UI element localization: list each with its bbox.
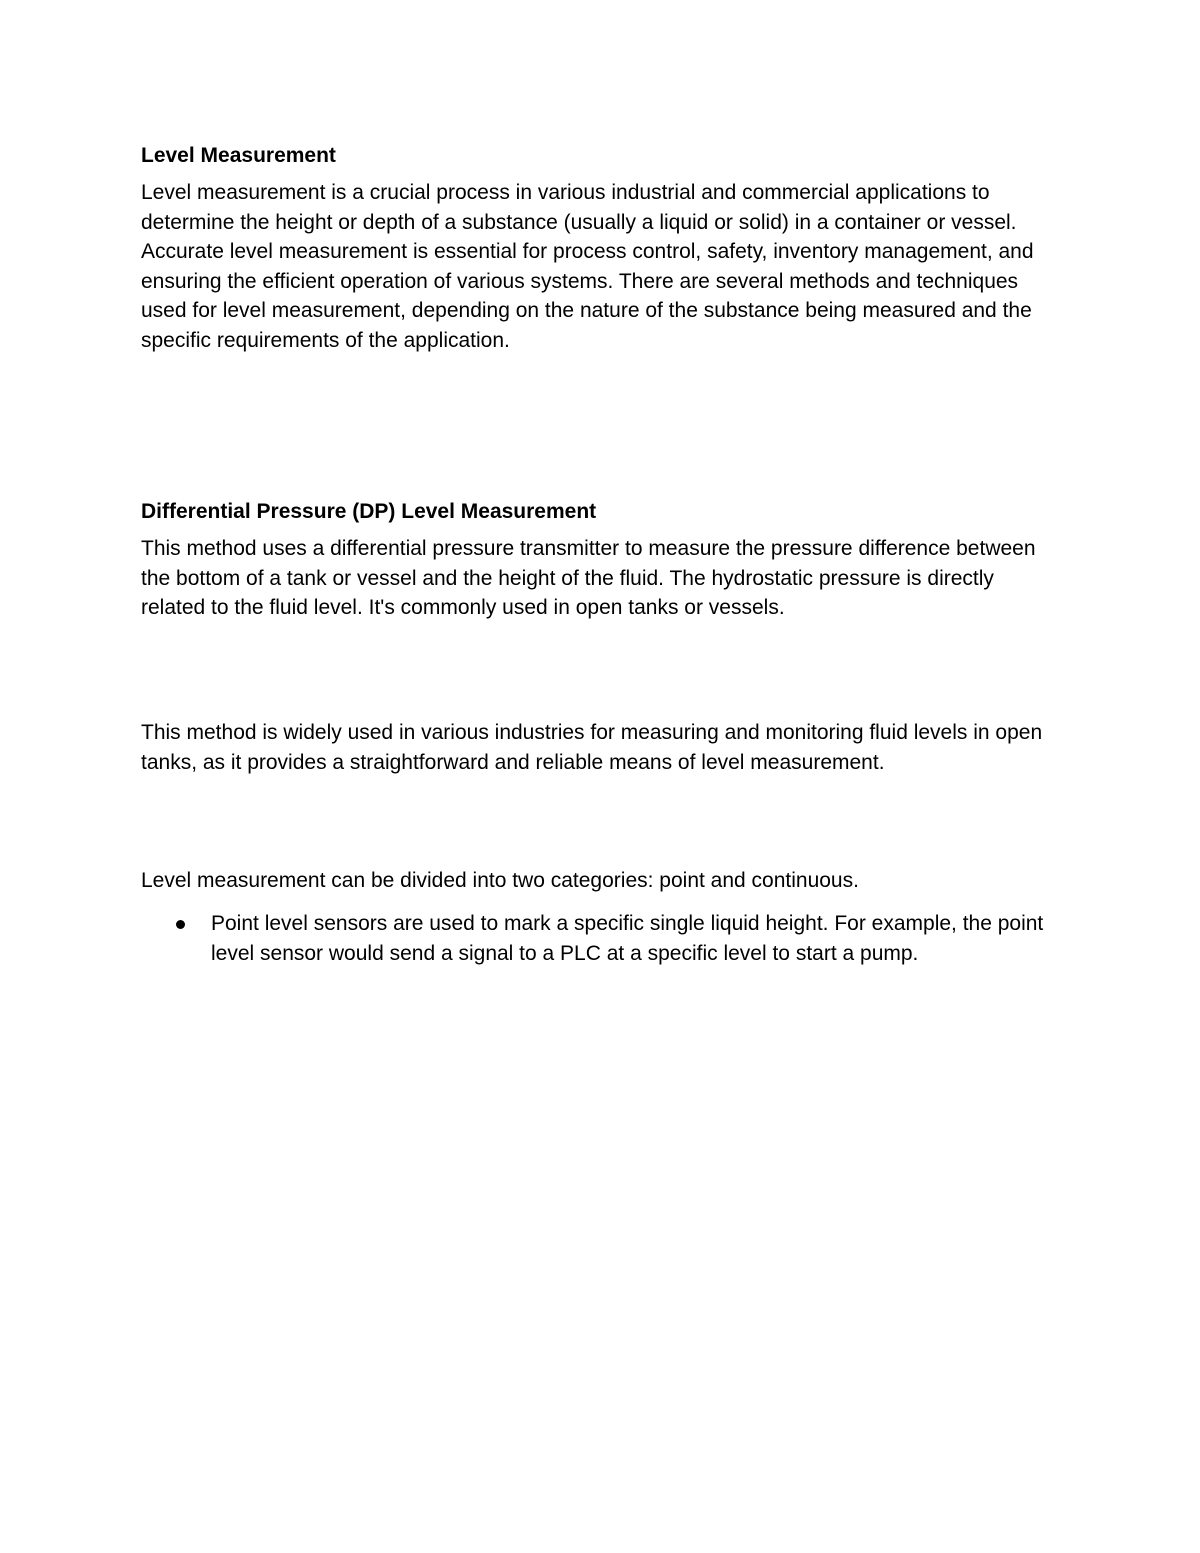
paragraph-level-intro: Level measurement is a crucial process in various industrial and commercial applications to determine the height or depth of a substance (usually a liquid or solid) in a container or vessel. Accurate level measurement is essential for process control, safety, inventory management, and ensuring the efficient operation of various systems. There are several methods and techniques used for level measurement, depending on the nature of the substance being measured and the specific requirements of the application.	[141, 181, 1034, 352]
heading-dp-level-measurement: Differential Pressure (DP) Level Measurement	[141, 500, 597, 523]
section-dp-level-measurement	[141, 497, 1061, 965]
document-page	[141, 141, 1061, 965]
heading-level-measurement: Level Measurement	[141, 144, 336, 167]
paragraph-categories: Level measurement can be divided into two categories: point and continuous.	[141, 869, 859, 892]
bullet-list	[141, 909, 1061, 968]
list-item	[141, 909, 1061, 968]
section-level-measurement	[141, 141, 1061, 355]
bullet-text: Point level sensors are used to mark a specific single liquid height. For example, the point level sensor would send a signal to a PLC at a specific level to start a pump.	[211, 912, 1044, 965]
paragraph-dp-usage: This method is widely used in various industries for measuring and monitoring fluid levels in open tanks, as it provides a straightforward and reliable means of level measurement.	[141, 721, 1043, 774]
paragraph-dp-description: This method uses a differential pressure transmitter to measure the pressure difference between the bottom of a tank or vessel and the height of the fluid. The hydrostatic pressure is directly related to the fluid level. It's commonly used in open tanks or vessels.	[141, 537, 1036, 619]
bullet-dot-icon	[176, 920, 185, 929]
